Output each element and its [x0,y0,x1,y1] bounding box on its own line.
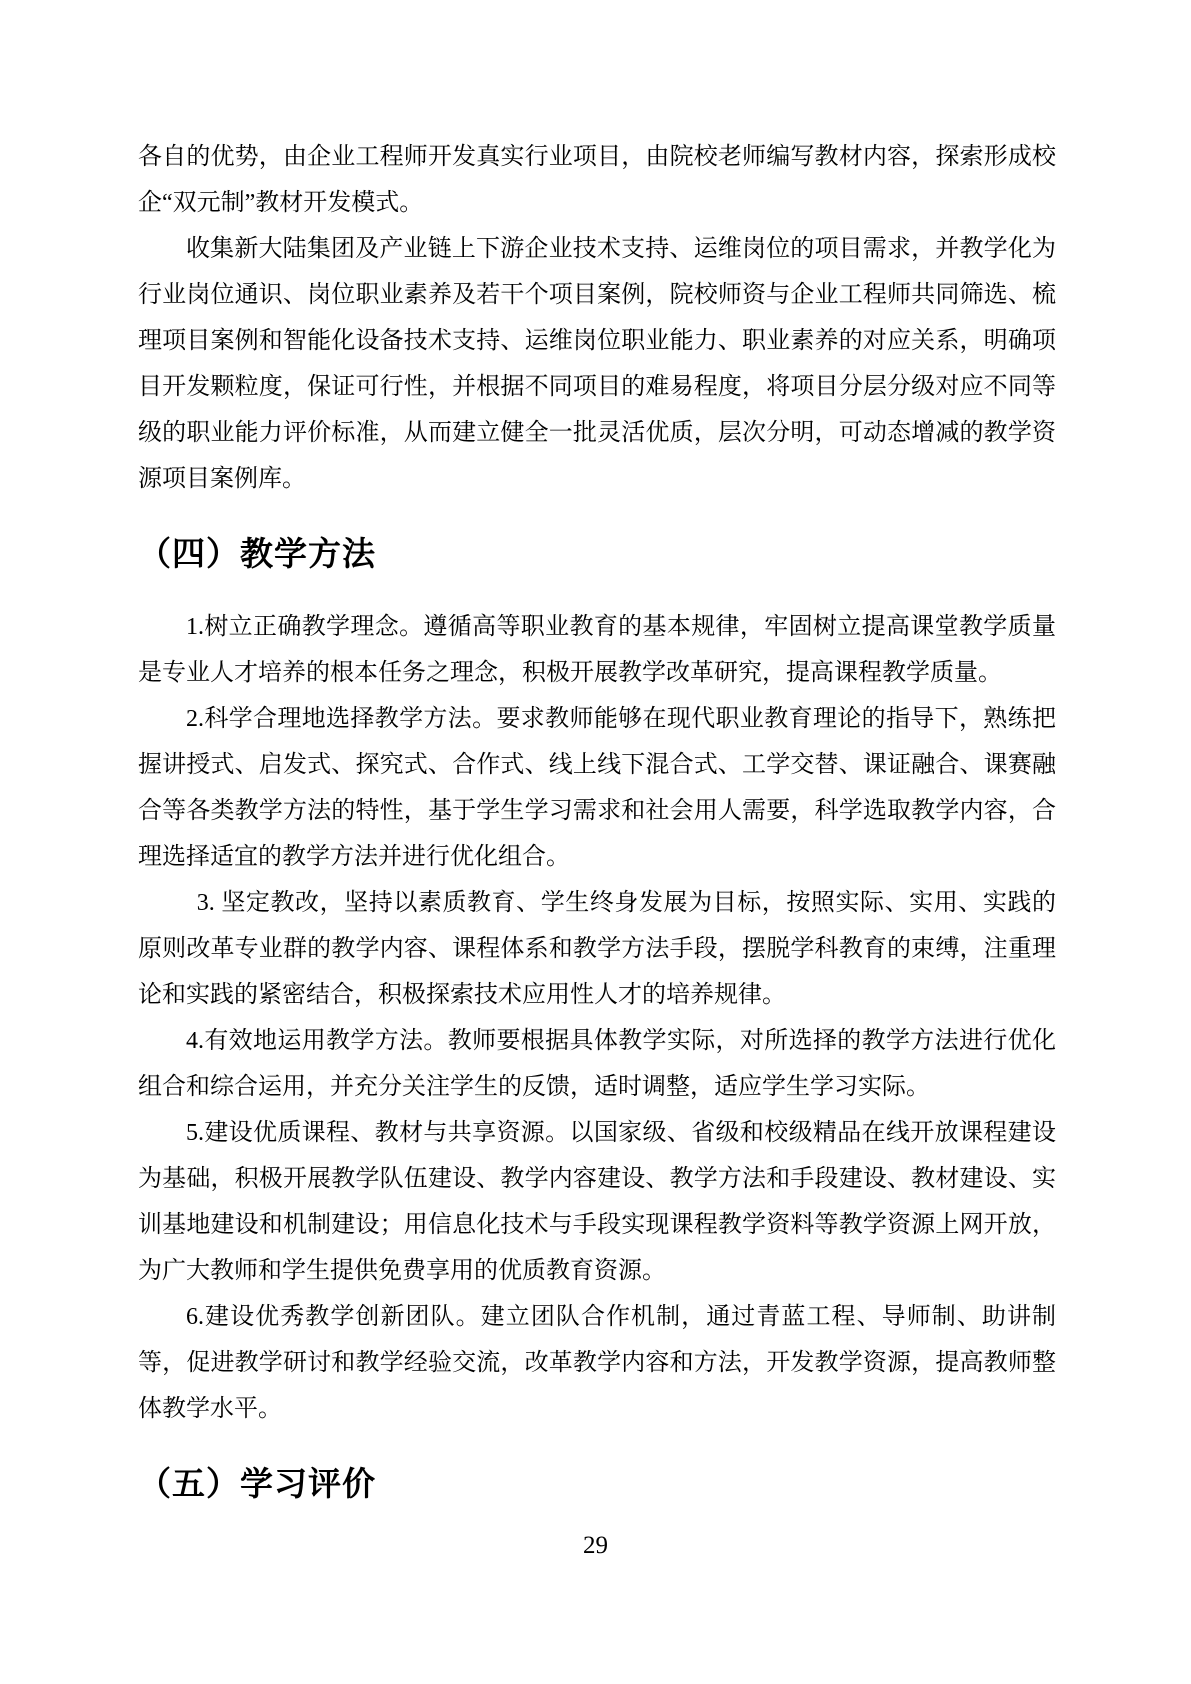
section-heading-teaching-methods: （四）教学方法 [138,535,376,572]
body-paragraph: 4.有效地运用教学方法。教师要根据具体教学实际，对所选择的教学方法进行优化组合和综合运用，并充分关注学生的反馈，适时调整，适应学生学习实际。 [138,1028,1056,1100]
body-paragraph: 5.建设优质课程、教材与共享资源。以国家级、省级和校级精品在线开放课程建设为基础，积极开展教学队伍建设、教学内容建设、教学方法和手段建设、教材建设、实训基地建设和机制建设；用信息化技术与手段实现课程教学资料等教学资源上网开放，为广大教师和学生提供免费享用的优质教育资源。 [138,1120,1056,1284]
body-paragraph: 6.建设优秀教学创新团队。建立团队合作机制，通过青蓝工程、导师制、助讲制等，促进教学研讨和教学经验交流，改革教学内容和方法，开发教学资源，提高教师整体教学水平。 [138,1304,1056,1422]
body-paragraph: 2.科学合理地选择教学方法。要求教师能够在现代职业教育理论的指导下，熟练把握讲授式、启发式、探究式、合作式、线上线下混合式、工学交替、课证融合、课赛融合等各类教学方法的特性，基于学生学习需求和社会用人需要，科学选取教学内容，合理选择适宜的教学方法并进行优化组合。 [138,706,1056,870]
body-paragraph: 3. 坚定教改，坚持以素质教育、学生终身发展为目标，按照实际、实用、实践的原则改革专业群的教学内容、课程体系和教学方法手段，摆脱学科教育的束缚，注重理论和实践的紧密结合，积极探索技术应用性人才的培养规律。 [138,890,1056,1008]
body-paragraph: 各自的优势，由企业工程师开发真实行业项目，由院校老师编写教材内容，探索形成校企“双元制”教材开发模式。 [138,144,1056,216]
body-paragraph: 收集新大陆集团及产业链上下游企业技术支持、运维岗位的项目需求，并教学化为行业岗位通识、岗位职业素养及若干个项目案例，院校师资与企业工程师共同筛选、梳理项目案例和智能化设备技术支持、运维岗位职业能力、职业素养的对应关系，明确项目开发颗粒度，保证可行性，并根据不同项目的难易程度，将项目分层分级对应不同等级的职业能力评价标准，从而建立健全一批灵活优质，层次分明，可动态增减的教学资源项目案例库。 [138,236,1056,492]
page-number: 29 [583,1532,608,1559]
body-paragraph: 1.树立正确教学理念。遵循高等职业教育的基本规律，牢固树立提高课堂教学质量是专业人才培养的根本任务之理念，积极开展教学改革研究，提高课程教学质量。 [138,614,1056,686]
section-heading-learning-evaluation: （五）学习评价 [138,1465,376,1502]
